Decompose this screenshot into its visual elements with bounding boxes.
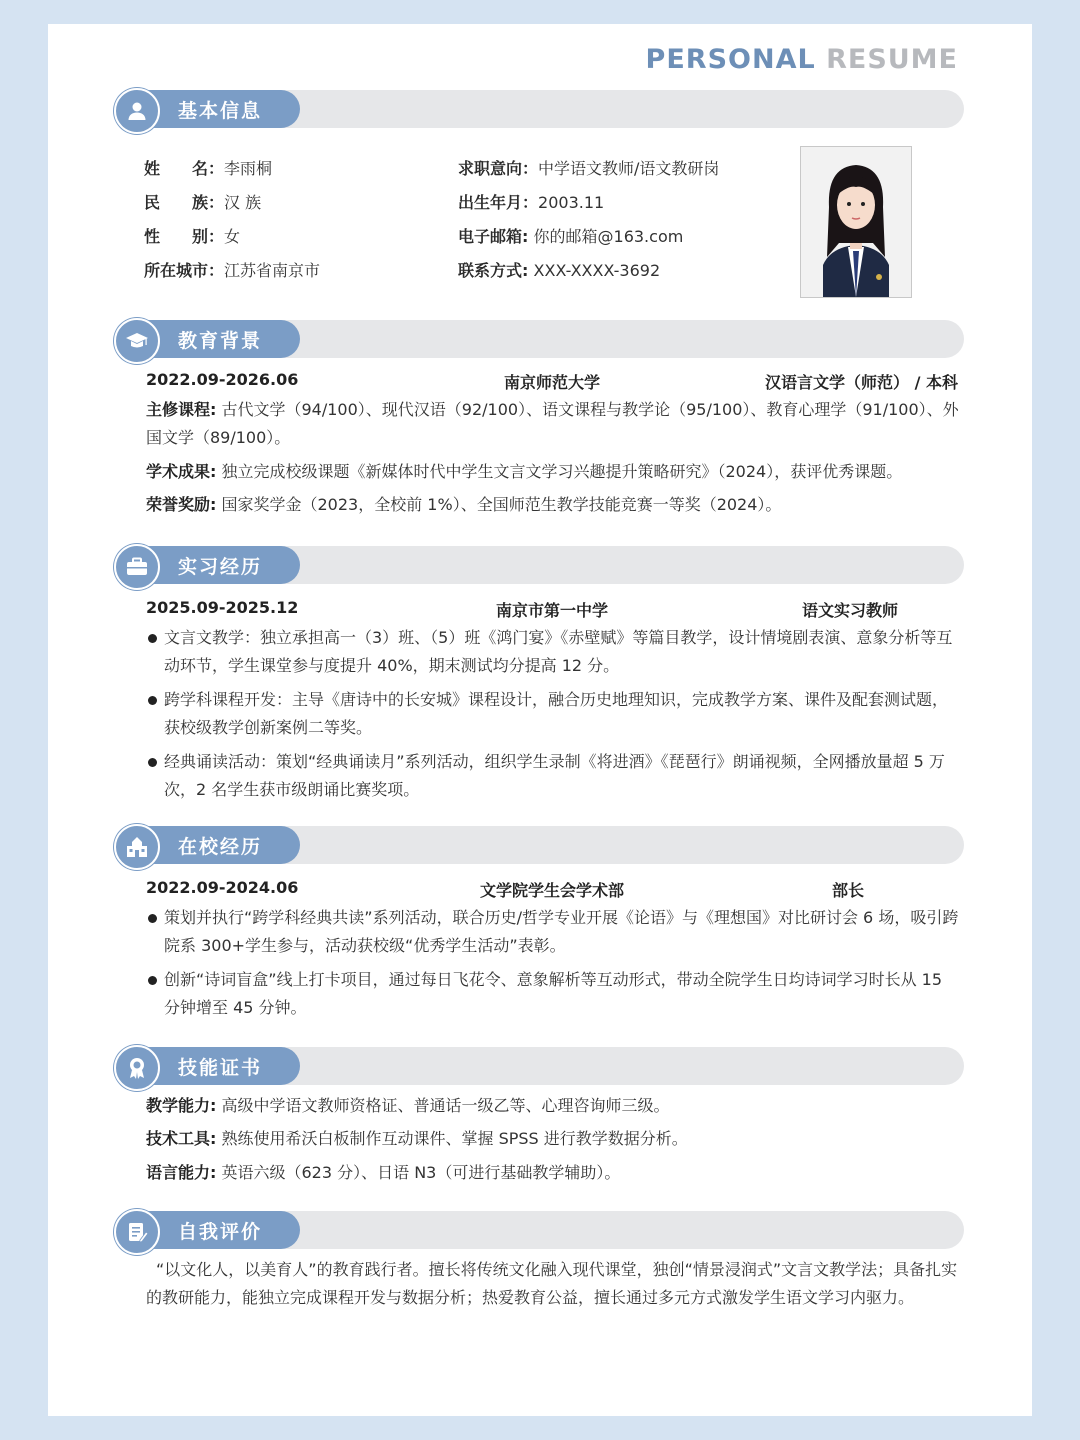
section-header-skills	[116, 1047, 964, 1085]
education-period: 2022.09-2026.06	[146, 370, 299, 389]
title-personal: PERSONAL	[645, 44, 816, 75]
section-header-education	[116, 320, 964, 358]
info-birth: 出生年月：2003.11	[458, 193, 605, 212]
info-city: 所在城市：江苏省南京市	[144, 261, 321, 280]
list-item: 策划并执行“跨学科经典共读”系列活动，联合历史/哲学专业开展《论语》与《理想国》对比研讨会 6 场，吸引跨院系 300+学生参与，活动获校级“优秀学生活动”表彰。	[146, 904, 960, 960]
skills-tools: 技术工具: 熟练使用希沃白板制作互动课件、掌握 SPSS 进行教学数据分析。	[146, 1129, 688, 1148]
info-ethnic: 民族：汉 族	[144, 193, 262, 212]
document-edit-icon	[114, 1209, 160, 1255]
resume-page	[48, 24, 1032, 1416]
user-icon	[114, 88, 160, 134]
info-email: 电子邮箱: 你的邮箱@163.com	[458, 227, 684, 246]
info-name: 姓名：李雨桐	[144, 159, 273, 178]
section-title: 基本信息	[178, 100, 263, 122]
skills-teaching: 教学能力: 高级中学语文教师资格证、普通话一级乙等、心理咨询师三级。	[146, 1096, 670, 1115]
building-icon	[114, 824, 160, 870]
briefcase-icon	[114, 544, 160, 590]
section-title: 教育背景	[178, 330, 263, 352]
education-research: 学术成果: 独立完成校级课题《新媒体时代中学生文言文学习兴趣提升策略研究》（2024），获评优秀课题。	[146, 462, 903, 481]
section-header-self	[116, 1211, 964, 1249]
section-title: 实习经历	[178, 556, 263, 578]
award-icon	[114, 1045, 160, 1091]
section-title: 在校经历	[178, 836, 263, 858]
info-phone: 联系方式: XXX-XXXX-3692	[458, 261, 661, 280]
campus-role: 部长	[831, 881, 864, 900]
info-job: 求职意向：中学语文教师/语文教研岗	[458, 159, 720, 178]
campus-period: 2022.09-2024.06	[146, 878, 299, 897]
section-header-basic	[116, 90, 964, 128]
list-item: 经典诵读活动：策划“经典诵读月”系列活动，组织学生录制《将进酒》《琵琶行》朗诵视频，全网播放量超 5 万次，2 名学生获市级朗诵比赛奖项。	[146, 748, 960, 804]
title-resume: RESUME	[826, 44, 958, 75]
info-gender: 性别：女	[144, 227, 241, 246]
section-title: 技能证书	[178, 1057, 263, 1079]
resume-title	[646, 44, 958, 75]
internship-org: 南京市第一中学	[495, 601, 608, 620]
education-school: 南京师范大学	[503, 373, 600, 392]
section-header-internship	[116, 546, 964, 584]
graduation-cap-icon	[114, 318, 160, 364]
profile-photo	[800, 146, 912, 298]
section-title: 自我评价	[178, 1221, 263, 1243]
section-header-campus	[116, 826, 964, 864]
skills-language: 语言能力: 英语六级（623 分）、日语 N3（可进行基础教学辅助）。	[146, 1163, 621, 1182]
campus-org: 文学院学生会学术部	[479, 881, 624, 900]
education-honors: 荣誉奖励: 国家奖学金（2023，全校前 1%）、全国师范生教学技能竞赛一等奖（2024）。	[146, 495, 782, 514]
list-item: 文言文教学：独立承担高一（3）班、（5）班《鸿门宴》《赤壁赋》等篇目教学，设计情境剧表演、意象分析等互动环节，学生课堂参与度提升 40%，期末测试均分提高 12 分。	[146, 624, 960, 680]
internship-period: 2025.09-2025.12	[146, 598, 299, 617]
self-evaluation-text: “以文化人，以美育人”的教育践行者。擅长将传统文化融入现代课堂，独创“情景浸润式”文言文教学法；具备扎实的教研能力，能独立完成课程开发与数据分析；热爱教育公益，擅长通过多元方式激发学生语文学习内驱力。	[146, 1260, 958, 1307]
list-item: 创新“诗词盲盒”线上打卡项目，通过每日飞花令、意象解析等互动形式，带动全院学生日均诗词学习时长从 15 分钟增至 45 分钟。	[146, 966, 960, 1022]
internship-role: 语文实习教师	[801, 601, 898, 620]
list-item: 跨学科课程开发：主导《唐诗中的长安城》课程设计，融合历史地理知识，完成教学方案、课件及配套测试题，获校级教学创新案例二等奖。	[146, 686, 960, 742]
education-courses: 主修课程: 古代文学（94/100）、现代汉语（92/100）、语文课程与教学论（95/100）、教育心理学（91/100）、外国文学（89/100）。	[146, 400, 959, 447]
education-major: 汉语言文学（师范） / 本科	[765, 373, 958, 392]
